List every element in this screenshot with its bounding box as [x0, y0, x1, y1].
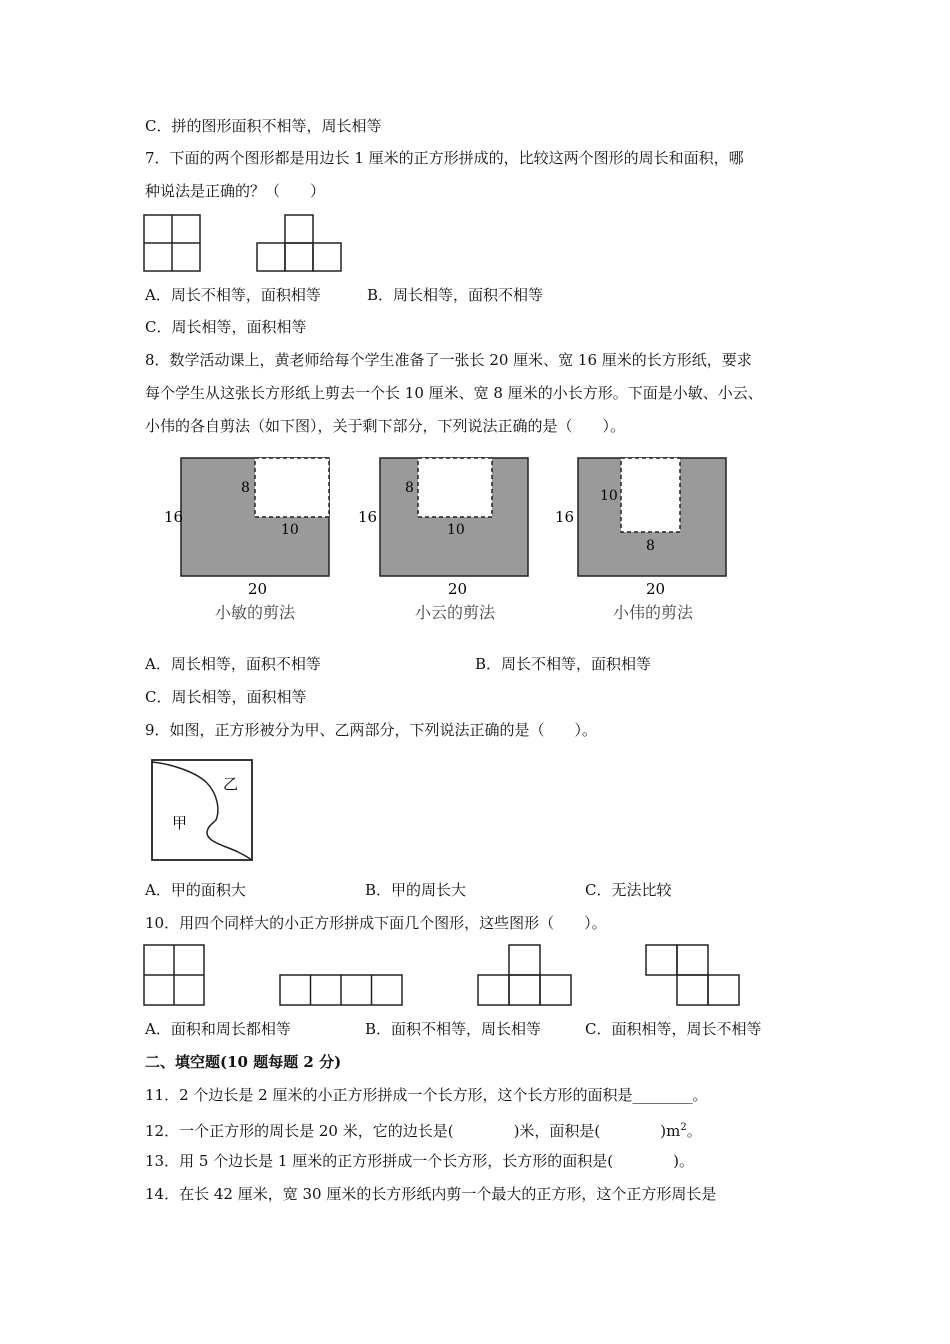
q8-fig2-cut-h: 8 [405, 480, 414, 496]
q8-fig2-cut-w: 10 [447, 522, 465, 538]
q7-figure-square [143, 214, 203, 274]
q9-stem: 9．如图，正方形被分为甲、乙两部分，下列说法正确的是（ ）。 [145, 721, 598, 739]
q9-option-a: A．甲的面积大 [145, 881, 246, 899]
q8-figure-xiaowei [550, 455, 740, 627]
q8-fig2-bottom-label: 20 [448, 580, 468, 598]
q8-figure-xiaoyun [350, 455, 540, 627]
q10-figure-t-shape [477, 944, 573, 1008]
q9-label-yi: 乙 [223, 775, 239, 793]
q7-option-c: C．周长相等，面积相等 [145, 318, 307, 336]
q8-fig3-caption: 小伟的剪法 [612, 603, 694, 622]
q8-fig1-cut-w: 10 [281, 522, 299, 538]
q10-figure-square [143, 944, 207, 1008]
q12-text [145, 1118, 702, 1141]
q7-option-b: B．周长相等，面积不相等 [367, 286, 544, 304]
q7-stem-line1: 7．下面的两个图形都是用边长 1 厘米的正方形拼成的，比较这两个图形的周长和面积，哪 [145, 149, 744, 167]
q10-option-b: B．面积不相等，周长相等 [365, 1020, 542, 1038]
q8-option-a: A．周长相等，面积不相等 [145, 655, 321, 673]
q8-fig1-side-label: 16 [164, 508, 184, 526]
q8-stem-line2: 每个学生从这张长方形纸上剪去一个长 10 厘米、宽 8 厘米的小长方形。下面是小敏、小云、 [145, 384, 763, 402]
q9-option-b: B．甲的周长大 [365, 881, 467, 899]
q10-option-c: C．面积相等，周长不相等 [585, 1020, 762, 1038]
q8-fig3-bottom-label: 20 [646, 580, 666, 598]
q10-stem: 10．用四个同样大的小正方形拼成下面几个图形，这些图形（ ）。 [145, 914, 607, 932]
q12-text-main: 12．一个正方形的周长是 20 米，它的边长是( )米，面积是( )m [145, 1122, 681, 1140]
q13-text: 13．用 5 个边长是 1 厘米的正方形拼成一个长方形，长方形的面积是( )。 [145, 1152, 694, 1170]
q8-fig3-cut-w: 8 [646, 538, 655, 554]
q12-superscript: 2 [680, 1122, 687, 1133]
q8-figure-xiaomin [150, 455, 340, 627]
q7-figure-t-shape [257, 214, 343, 274]
q10-figure-z-shape [645, 944, 741, 1008]
q7-option-a: A．周长不相等，面积相等 [145, 286, 321, 304]
q14-text: 14．在长 42 厘米，宽 30 厘米的长方形纸内剪一个最大的正方形，这个正方形周长是 [145, 1185, 717, 1203]
q11-text: 11．2 个边长是 2 厘米的小正方形拼成一个长方形，这个长方形的面积是________。 [145, 1086, 708, 1104]
section-title-fill-in: 二、填空题(10 题每题 2 分) [145, 1053, 342, 1071]
q8-fig3-cut-h: 10 [600, 488, 618, 504]
q10-option-a: A．面积和周长都相等 [145, 1020, 291, 1038]
q8-fig3-side-label: 16 [555, 508, 575, 526]
q6-option-c: C．拼的图形面积不相等，周长相等 [145, 117, 382, 135]
q8-stem-line1: 8．数学活动课上，黄老师给每个学生准备了一张长 20 厘米、宽 16 厘米的长方形纸，要求 [145, 351, 752, 369]
q8-option-b: B．周长不相等，面积相等 [475, 655, 652, 673]
q10-figure-line [279, 974, 405, 1008]
q9-option-c: C．无法比较 [585, 881, 672, 899]
q8-fig1-cut-h: 8 [241, 480, 250, 496]
q8-option-c: C．周长相等，面积相等 [145, 688, 307, 706]
q7-stem-line2: 种说法是正确的？（ ） [145, 182, 326, 200]
q12-text-end: 。 [686, 1122, 702, 1140]
q8-fig1-caption: 小敏的剪法 [214, 603, 296, 622]
q9-label-jia: 甲 [172, 814, 188, 832]
q8-stem-line3: 小伟的各自剪法（如下图），关于剩下部分，下列说法正确的是（ ）。 [145, 417, 626, 435]
q8-fig1-bottom-label: 20 [248, 580, 268, 598]
q8-fig2-side-label: 16 [358, 508, 378, 526]
q9-figure-divided-square [150, 758, 256, 864]
q8-fig2-caption: 小云的剪法 [414, 603, 496, 622]
